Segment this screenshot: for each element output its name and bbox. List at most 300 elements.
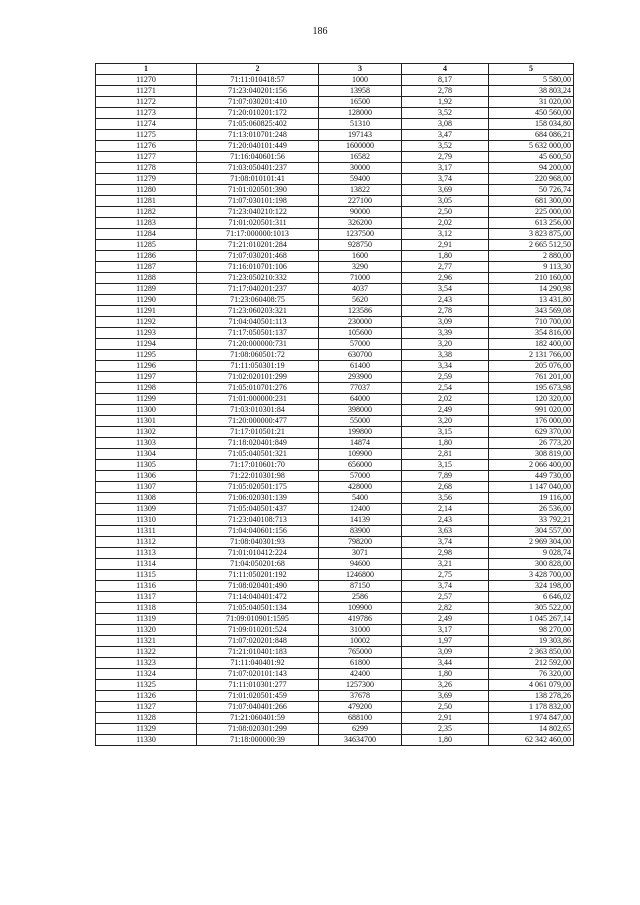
- rate-cell: 3,56: [402, 493, 489, 504]
- table-row: [96, 97, 574, 108]
- row-number-cell: 11310: [96, 515, 197, 526]
- row-number-cell: 11289: [96, 284, 197, 295]
- area-cell: 3290: [319, 262, 402, 273]
- rate-cell: 3,74: [402, 537, 489, 548]
- row-number-cell: 11322: [96, 647, 197, 658]
- row-number-cell: 11324: [96, 669, 197, 680]
- cadastral-number-cell: 71:23:040108:713: [197, 515, 319, 526]
- table-row: [96, 548, 574, 559]
- cadastral-number-cell: 71:21:010401:183: [197, 647, 319, 658]
- rate-cell: 2,79: [402, 152, 489, 163]
- table-row: [96, 262, 574, 273]
- row-number-cell: 11270: [96, 75, 197, 86]
- rate-cell: 2,91: [402, 713, 489, 724]
- rate-cell: 2,50: [402, 702, 489, 713]
- cadastral-number-cell: 71:09:010201:524: [197, 625, 319, 636]
- area-cell: 59400: [319, 174, 402, 185]
- table-row: [96, 515, 574, 526]
- value-cell: 991 020,00: [489, 405, 574, 416]
- rate-cell: 3,09: [402, 317, 489, 328]
- row-number-cell: 11297: [96, 372, 197, 383]
- rate-cell: 3,34: [402, 361, 489, 372]
- area-cell: 798200: [319, 537, 402, 548]
- table-row: [96, 108, 574, 119]
- table-row: [96, 240, 574, 251]
- cadastral-number-cell: 71:11:010301:277: [197, 680, 319, 691]
- row-number-cell: 11330: [96, 735, 197, 746]
- cadastral-number-cell: 71:17:040201:237: [197, 284, 319, 295]
- value-cell: 4 061 079,00: [489, 680, 574, 691]
- row-number-cell: 11272: [96, 97, 197, 108]
- row-number-cell: 11300: [96, 405, 197, 416]
- value-cell: 761 201,00: [489, 372, 574, 383]
- area-cell: 688100: [319, 713, 402, 724]
- rate-cell: 1,92: [402, 97, 489, 108]
- area-cell: 34634700: [319, 735, 402, 746]
- rate-cell: 2,43: [402, 295, 489, 306]
- rate-cell: 3,09: [402, 647, 489, 658]
- table-row: [96, 339, 574, 350]
- cadastral-number-cell: 71:11:010418:57: [197, 75, 319, 86]
- column-header: 1: [96, 64, 197, 75]
- cadastral-number-cell: 71:08:040301:93: [197, 537, 319, 548]
- table-header-row: [96, 64, 574, 75]
- value-cell: 2 066 400,00: [489, 460, 574, 471]
- cadastral-number-cell: 71:07:020101:143: [197, 669, 319, 680]
- table-row: [96, 130, 574, 141]
- table-row: [96, 196, 574, 207]
- area-cell: 419786: [319, 614, 402, 625]
- cadastral-number-cell: 71:06:020301:139: [197, 493, 319, 504]
- rate-cell: 3,05: [402, 196, 489, 207]
- rate-cell: 2,02: [402, 394, 489, 405]
- value-cell: 449 730,00: [489, 471, 574, 482]
- row-number-cell: 11326: [96, 691, 197, 702]
- value-cell: 3 823 875,00: [489, 229, 574, 240]
- table-row: [96, 482, 574, 493]
- table-row: [96, 86, 574, 97]
- area-cell: 30000: [319, 163, 402, 174]
- area-cell: 123586: [319, 306, 402, 317]
- rate-cell: 2,59: [402, 372, 489, 383]
- area-cell: 16582: [319, 152, 402, 163]
- cadastral-number-cell: 71:08:010101:41: [197, 174, 319, 185]
- rate-cell: 2,35: [402, 724, 489, 735]
- cadastral-number-cell: 71:01:000000:231: [197, 394, 319, 405]
- area-cell: 55000: [319, 416, 402, 427]
- row-number-cell: 11281: [96, 196, 197, 207]
- value-cell: 2 363 850,00: [489, 647, 574, 658]
- rate-cell: 1,80: [402, 251, 489, 262]
- area-cell: 293900: [319, 372, 402, 383]
- area-cell: 2586: [319, 592, 402, 603]
- rate-cell: 3,15: [402, 427, 489, 438]
- area-cell: 90000: [319, 207, 402, 218]
- area-cell: 109900: [319, 449, 402, 460]
- area-cell: 4037: [319, 284, 402, 295]
- rate-cell: 3,08: [402, 119, 489, 130]
- cadastral-number-cell: 71:11:050201:192: [197, 570, 319, 581]
- value-cell: 225 000,00: [489, 207, 574, 218]
- value-cell: 210 160,00: [489, 273, 574, 284]
- table-row: [96, 372, 574, 383]
- row-number-cell: 11303: [96, 438, 197, 449]
- table-row: [96, 581, 574, 592]
- table-row: [96, 328, 574, 339]
- row-number-cell: 11277: [96, 152, 197, 163]
- table-row: [96, 185, 574, 196]
- row-number-cell: 11313: [96, 548, 197, 559]
- table-row: [96, 460, 574, 471]
- area-cell: 428000: [319, 482, 402, 493]
- table-row: [96, 438, 574, 449]
- cadastral-number-cell: 71:22:010301:98: [197, 471, 319, 482]
- area-cell: 6299: [319, 724, 402, 735]
- column-header: 3: [319, 64, 402, 75]
- rate-cell: 2,49: [402, 405, 489, 416]
- row-number-cell: 11285: [96, 240, 197, 251]
- row-number-cell: 11280: [96, 185, 197, 196]
- rate-cell: 3,74: [402, 581, 489, 592]
- area-cell: 5400: [319, 493, 402, 504]
- cadastral-number-cell: 71:05:010701:276: [197, 383, 319, 394]
- area-cell: 71000: [319, 273, 402, 284]
- value-cell: 31 020,00: [489, 97, 574, 108]
- cadastral-number-cell: 71:01:020501:390: [197, 185, 319, 196]
- rate-cell: 3,17: [402, 163, 489, 174]
- value-cell: 324 198,00: [489, 581, 574, 592]
- table-row: [96, 119, 574, 130]
- rate-cell: 3,17: [402, 625, 489, 636]
- row-number-cell: 11287: [96, 262, 197, 273]
- rate-cell: 3,21: [402, 559, 489, 570]
- rate-cell: 1,97: [402, 636, 489, 647]
- cadastral-number-cell: 71:18:020401:849: [197, 438, 319, 449]
- cadastral-number-cell: 71:07:020201:848: [197, 636, 319, 647]
- row-number-cell: 11275: [96, 130, 197, 141]
- value-cell: 19 303,86: [489, 636, 574, 647]
- cadastral-number-cell: 71:01:010412:224: [197, 548, 319, 559]
- table-row: [96, 592, 574, 603]
- area-cell: 13958: [319, 86, 402, 97]
- area-cell: 199800: [319, 427, 402, 438]
- cadastral-number-cell: 71:04:040501:113: [197, 317, 319, 328]
- row-number-cell: 11298: [96, 383, 197, 394]
- area-cell: 14874: [319, 438, 402, 449]
- row-number-cell: 11329: [96, 724, 197, 735]
- value-cell: 1 045 267,14: [489, 614, 574, 625]
- area-cell: 57000: [319, 471, 402, 482]
- rate-cell: 2,78: [402, 306, 489, 317]
- value-cell: 14 802,65: [489, 724, 574, 735]
- row-number-cell: 11271: [96, 86, 197, 97]
- area-cell: 1000: [319, 75, 402, 86]
- rate-cell: 2,96: [402, 273, 489, 284]
- row-number-cell: 11312: [96, 537, 197, 548]
- cadastral-number-cell: 71:09:010901:1595: [197, 614, 319, 625]
- cadastral-table: [95, 63, 574, 746]
- value-cell: 212 592,00: [489, 658, 574, 669]
- table-row: [96, 350, 574, 361]
- cadastral-number-cell: 71:05:020501:175: [197, 482, 319, 493]
- row-number-cell: 11304: [96, 449, 197, 460]
- table-row: [96, 614, 574, 625]
- value-cell: 6 646,02: [489, 592, 574, 603]
- rate-cell: 2,43: [402, 515, 489, 526]
- value-cell: 176 000,00: [489, 416, 574, 427]
- column-header: 4: [402, 64, 489, 75]
- row-number-cell: 11321: [96, 636, 197, 647]
- row-number-cell: 11306: [96, 471, 197, 482]
- value-cell: 62 342 460,00: [489, 735, 574, 746]
- row-number-cell: 11307: [96, 482, 197, 493]
- row-number-cell: 11317: [96, 592, 197, 603]
- table-row: [96, 317, 574, 328]
- value-cell: 710 700,00: [489, 317, 574, 328]
- value-cell: 629 370,00: [489, 427, 574, 438]
- area-cell: 105600: [319, 328, 402, 339]
- row-number-cell: 11327: [96, 702, 197, 713]
- table-row: [96, 691, 574, 702]
- cadastral-number-cell: 71:05:040501:321: [197, 449, 319, 460]
- value-cell: 2 665 512,50: [489, 240, 574, 251]
- row-number-cell: 11316: [96, 581, 197, 592]
- cadastral-number-cell: 71:07:030201:468: [197, 251, 319, 262]
- cadastral-number-cell: 71:03:010301:84: [197, 405, 319, 416]
- table-row: [96, 504, 574, 515]
- rate-cell: 2,75: [402, 570, 489, 581]
- value-cell: 205 076,00: [489, 361, 574, 372]
- cadastral-number-cell: 71:01:020501:459: [197, 691, 319, 702]
- area-cell: 1600000: [319, 141, 402, 152]
- value-cell: 304 557,00: [489, 526, 574, 537]
- table-row: [96, 735, 574, 746]
- value-cell: 2 969 304,00: [489, 537, 574, 548]
- row-number-cell: 11320: [96, 625, 197, 636]
- table-row: [96, 449, 574, 460]
- rate-cell: 3,20: [402, 416, 489, 427]
- cadastral-number-cell: 71:07:040401:266: [197, 702, 319, 713]
- row-number-cell: 11278: [96, 163, 197, 174]
- table-row: [96, 284, 574, 295]
- row-number-cell: 11319: [96, 614, 197, 625]
- column-header: 5: [489, 64, 574, 75]
- rate-cell: 2,82: [402, 603, 489, 614]
- cadastral-number-cell: 71:17:000000:1013: [197, 229, 319, 240]
- rate-cell: 3,38: [402, 350, 489, 361]
- value-cell: 1 147 040,00: [489, 482, 574, 493]
- area-cell: 14139: [319, 515, 402, 526]
- cadastral-number-cell: 71:16:010701:106: [197, 262, 319, 273]
- table-row: [96, 603, 574, 614]
- rate-cell: 7,89: [402, 471, 489, 482]
- row-number-cell: 11296: [96, 361, 197, 372]
- table-row: [96, 295, 574, 306]
- row-number-cell: 11286: [96, 251, 197, 262]
- area-cell: 5620: [319, 295, 402, 306]
- row-number-cell: 11282: [96, 207, 197, 218]
- table-row: [96, 636, 574, 647]
- area-cell: 227100: [319, 196, 402, 207]
- rate-cell: 3,74: [402, 174, 489, 185]
- cadastral-number-cell: 71:18:000000:39: [197, 735, 319, 746]
- table-row: [96, 625, 574, 636]
- value-cell: 308 819,00: [489, 449, 574, 460]
- row-number-cell: 11290: [96, 295, 197, 306]
- value-cell: 94 200,00: [489, 163, 574, 174]
- area-cell: 928750: [319, 240, 402, 251]
- value-cell: 613 256,00: [489, 218, 574, 229]
- table-row: [96, 163, 574, 174]
- rate-cell: 2,50: [402, 207, 489, 218]
- cadastral-number-cell: 71:16:040601:56: [197, 152, 319, 163]
- rate-cell: 3,52: [402, 141, 489, 152]
- page-number: 186: [312, 26, 328, 37]
- area-cell: 3071: [319, 548, 402, 559]
- cadastral-number-cell: 71:17:010501:21: [197, 427, 319, 438]
- value-cell: 138 278,26: [489, 691, 574, 702]
- cadastral-number-cell: 71:20:000000:731: [197, 339, 319, 350]
- table-row: [96, 394, 574, 405]
- row-number-cell: 11283: [96, 218, 197, 229]
- row-number-cell: 11328: [96, 713, 197, 724]
- table-row: [96, 361, 574, 372]
- column-header: 2: [197, 64, 319, 75]
- table-row: [96, 218, 574, 229]
- value-cell: 5 580,00: [489, 75, 574, 86]
- value-cell: 14 290,98: [489, 284, 574, 295]
- area-cell: 42400: [319, 669, 402, 680]
- cadastral-number-cell: 71:03:050401:237: [197, 163, 319, 174]
- row-number-cell: 11325: [96, 680, 197, 691]
- table-row: [96, 152, 574, 163]
- area-cell: 1246800: [319, 570, 402, 581]
- rate-cell: 1,80: [402, 735, 489, 746]
- rate-cell: 3,15: [402, 460, 489, 471]
- area-cell: 765000: [319, 647, 402, 658]
- value-cell: 354 816,00: [489, 328, 574, 339]
- cadastral-number-cell: 71:08:060501:72: [197, 350, 319, 361]
- rate-cell: 2,78: [402, 86, 489, 97]
- cadastral-number-cell: 71:23:060408:75: [197, 295, 319, 306]
- table-row: [96, 383, 574, 394]
- value-cell: 220 968,00: [489, 174, 574, 185]
- rate-cell: 2,54: [402, 383, 489, 394]
- cadastral-number-cell: 71:11:050301:19: [197, 361, 319, 372]
- cadastral-number-cell: 71:05:040501:134: [197, 603, 319, 614]
- table-row: [96, 658, 574, 669]
- rate-cell: 3,52: [402, 108, 489, 119]
- table-row: [96, 405, 574, 416]
- row-number-cell: 11315: [96, 570, 197, 581]
- row-number-cell: 11311: [96, 526, 197, 537]
- cadastral-number-cell: 71:07:030101:198: [197, 196, 319, 207]
- area-cell: 77037: [319, 383, 402, 394]
- area-cell: 61800: [319, 658, 402, 669]
- row-number-cell: 11308: [96, 493, 197, 504]
- row-number-cell: 11302: [96, 427, 197, 438]
- cadastral-number-cell: 71:08:020301:299: [197, 724, 319, 735]
- value-cell: 33 792,21: [489, 515, 574, 526]
- cadastral-number-cell: 71:04:050201:68: [197, 559, 319, 570]
- cadastral-number-cell: 71:21:010201:284: [197, 240, 319, 251]
- table-row: [96, 724, 574, 735]
- row-number-cell: 11299: [96, 394, 197, 405]
- table-row: [96, 229, 574, 240]
- cadastral-number-cell: 71:17:010601:70: [197, 460, 319, 471]
- row-number-cell: 11273: [96, 108, 197, 119]
- row-number-cell: 11292: [96, 317, 197, 328]
- table-row: [96, 669, 574, 680]
- table-row: [96, 493, 574, 504]
- rate-cell: 3,69: [402, 185, 489, 196]
- area-cell: 326200: [319, 218, 402, 229]
- area-cell: 230000: [319, 317, 402, 328]
- area-cell: 630700: [319, 350, 402, 361]
- value-cell: 305 522,00: [489, 603, 574, 614]
- area-cell: 128000: [319, 108, 402, 119]
- rate-cell: 2,91: [402, 240, 489, 251]
- area-cell: 1257300: [319, 680, 402, 691]
- value-cell: 1 178 832,00: [489, 702, 574, 713]
- row-number-cell: 11291: [96, 306, 197, 317]
- value-cell: 98 270,00: [489, 625, 574, 636]
- table-row: [96, 471, 574, 482]
- cadastral-number-cell: 71:14:040401:472: [197, 592, 319, 603]
- table-row: [96, 570, 574, 581]
- table-row: [96, 526, 574, 537]
- value-cell: 26 536,00: [489, 504, 574, 515]
- area-cell: 37678: [319, 691, 402, 702]
- row-number-cell: 11314: [96, 559, 197, 570]
- rate-cell: 2,02: [402, 218, 489, 229]
- area-cell: 94600: [319, 559, 402, 570]
- area-cell: 656000: [319, 460, 402, 471]
- value-cell: 182 400,00: [489, 339, 574, 350]
- row-number-cell: 11288: [96, 273, 197, 284]
- rate-cell: 3,12: [402, 229, 489, 240]
- cadastral-number-cell: 71:20:000000:477: [197, 416, 319, 427]
- area-cell: 83900: [319, 526, 402, 537]
- rate-cell: 3,26: [402, 680, 489, 691]
- area-cell: 87150: [319, 581, 402, 592]
- cadastral-number-cell: 71:13:010701:248: [197, 130, 319, 141]
- area-cell: 12400: [319, 504, 402, 515]
- row-number-cell: 11318: [96, 603, 197, 614]
- cadastral-number-cell: 71:05:060825:402: [197, 119, 319, 130]
- table-row: [96, 207, 574, 218]
- cadastral-number-cell: 71:01:020501:311: [197, 218, 319, 229]
- table-row: [96, 713, 574, 724]
- row-number-cell: 11274: [96, 119, 197, 130]
- value-cell: 76 320,00: [489, 669, 574, 680]
- cadastral-number-cell: 71:20:010201:172: [197, 108, 319, 119]
- value-cell: 2 880,00: [489, 251, 574, 262]
- value-cell: 45 600,50: [489, 152, 574, 163]
- cadastral-number-cell: 71:05:040501:437: [197, 504, 319, 515]
- area-cell: 13822: [319, 185, 402, 196]
- table-row: [96, 416, 574, 427]
- row-number-cell: 11284: [96, 229, 197, 240]
- area-cell: 398000: [319, 405, 402, 416]
- cadastral-number-cell: 71:08:020401:490: [197, 581, 319, 592]
- table-row: [96, 306, 574, 317]
- value-cell: 1 974 847,00: [489, 713, 574, 724]
- rate-cell: 3,63: [402, 526, 489, 537]
- rate-cell: 3,39: [402, 328, 489, 339]
- rate-cell: 2,57: [402, 592, 489, 603]
- area-cell: 109900: [319, 603, 402, 614]
